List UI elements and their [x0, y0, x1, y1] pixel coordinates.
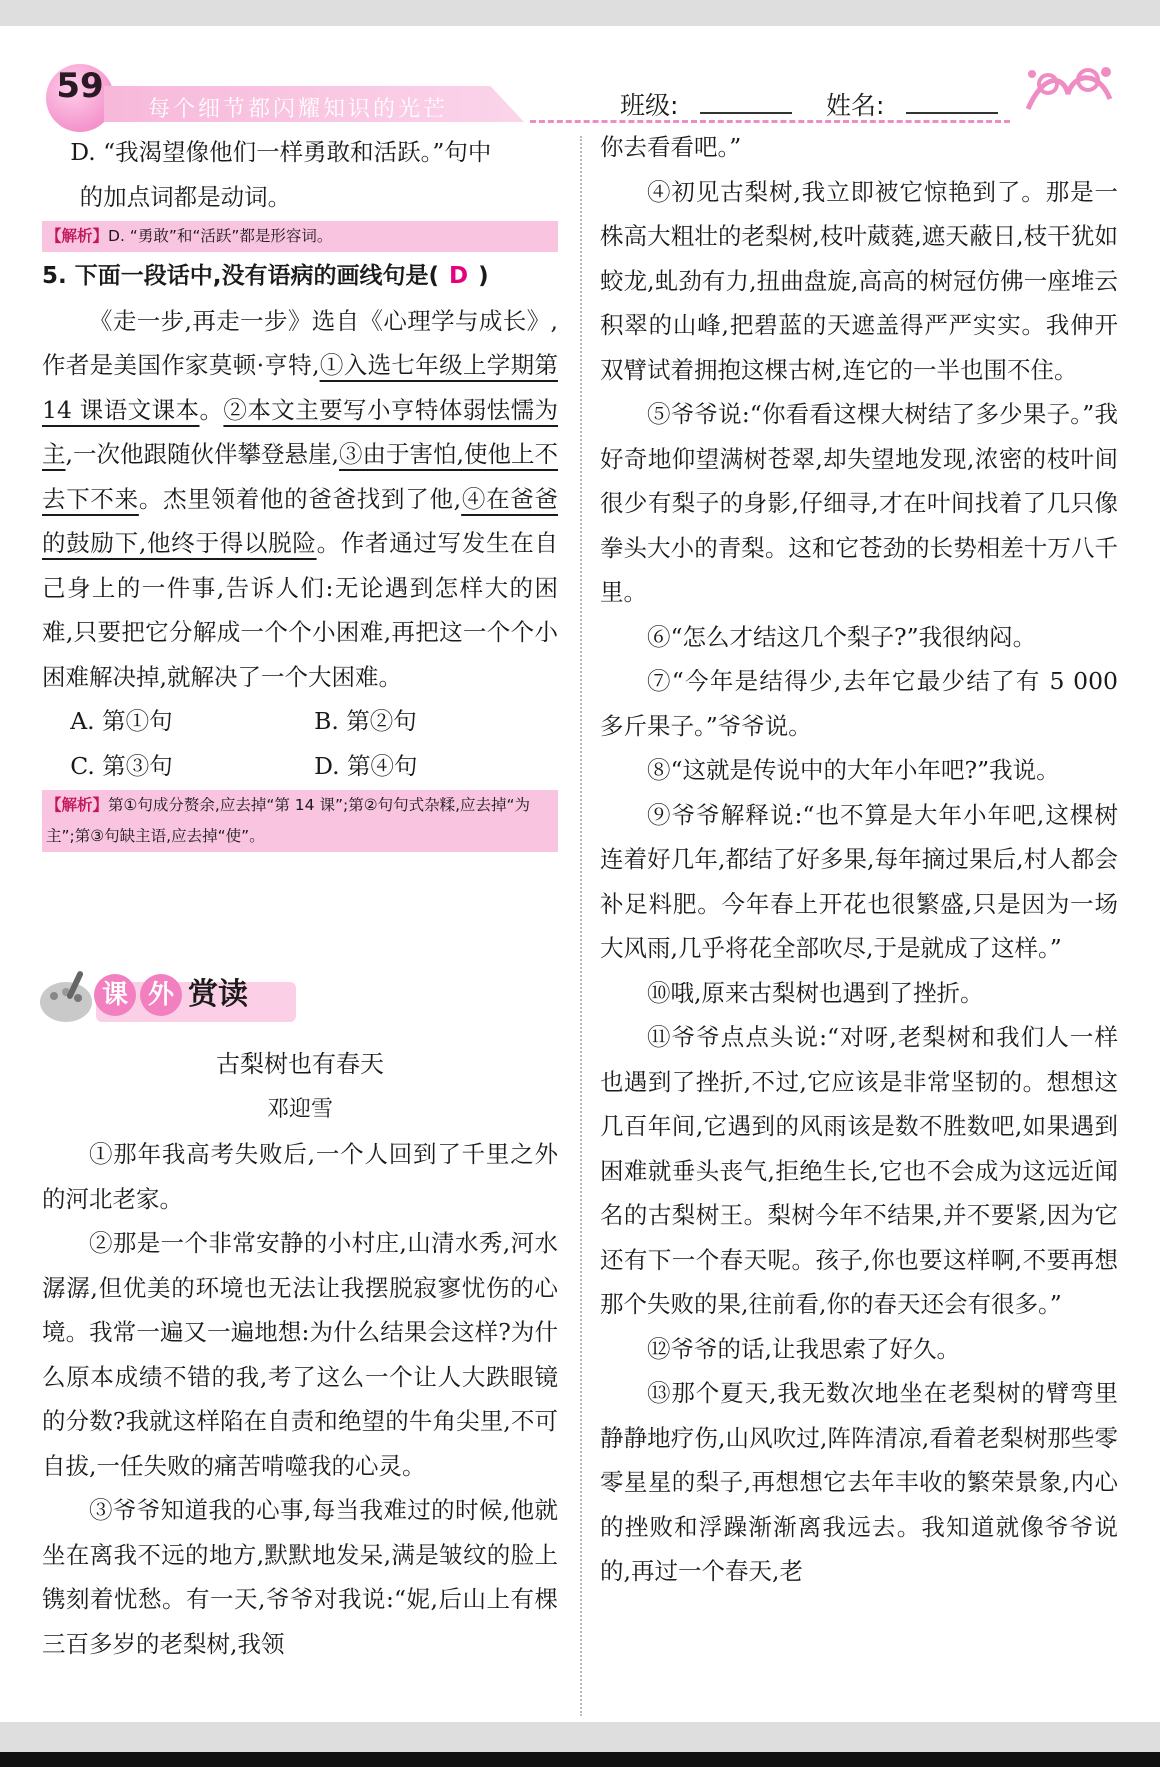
- underlined-sentence-1: ①入选七年级上学期第 14 课语文课本: [42, 351, 558, 424]
- paragraph-10: ⑩哦,原来古梨树也遇到了挫折。: [647, 978, 984, 1007]
- analysis-text: 第①句成分赘余,应去掉“第 14 课”;第②句句式杂糅,应去掉“为主”;第③句缺主语,应去掉“使”。: [46, 796, 531, 845]
- options-row-1: [42, 699, 558, 744]
- analysis-tag: 【解析】: [46, 227, 109, 245]
- option-b[interactable]: B. 第②句: [314, 707, 417, 735]
- passage-text: 。: [199, 395, 224, 424]
- reading-section-header: [36, 960, 296, 1038]
- palette-icon: [36, 968, 96, 1028]
- bottom-bar: [0, 1752, 1160, 1767]
- right-column: [600, 125, 1118, 1594]
- class-field[interactable]: [700, 112, 792, 114]
- class-label: 班级:: [620, 91, 679, 120]
- options-row-2: [42, 744, 558, 789]
- answer-mark: D: [449, 263, 469, 289]
- paragraph-7: ⑦“今年是结得少,去年它最少结了有 5 000 多斤果子。”爷爷说。: [600, 667, 1118, 740]
- option-c[interactable]: C. 第③句: [70, 751, 173, 780]
- left-top-column: [42, 130, 558, 854]
- analysis-box-1: [42, 221, 558, 252]
- page-number: 59: [56, 66, 104, 106]
- floral-ornament-icon: [1018, 54, 1118, 124]
- option-d-line2: 的加点词都是动词。: [79, 182, 292, 211]
- analysis-tag: 【解析】: [46, 796, 109, 814]
- section-title: 赏读: [188, 977, 248, 1012]
- article-title: 古梨树也有春天: [216, 1050, 384, 1078]
- paragraph-8: ⑧“这就是传说中的大年小年吧?”我说。: [647, 756, 1060, 784]
- underlined-sentence-4: ④在爸爸的鼓励下,他终于得以脱险: [42, 484, 559, 557]
- paragraph-9: ⑨爷爷解释说:“也不算是大年小年吧,这棵树连着好几年,都结了好多果,每年摘过果后,村人都会补足料肥。今年春上开花也很繁盛,只是因为一场大风雨,几乎将花全部吹尽,于是就成了这样。”: [600, 800, 1118, 962]
- passage-text: 。作者通过写发生在自己身上的一件事,告诉人们:无论遇到怎样大的困难,只要把它分解成一个个小困难,再把这一个个小困难解决掉,就解决了一个大困难。: [42, 529, 558, 691]
- analysis-box-2: [42, 790, 558, 852]
- paragraph-3: ③爷爷知道我的心事,每当我难过的时候,他就坐在离我不远的地方,默默地发呆,满是皱纹的脸上镌刻着忧愁。有一天,爷爷对我说:“妮,后山上有棵三百多岁的老梨树,我领: [42, 1496, 558, 1658]
- underlined-sentence-3: ③由于害怕,使他上不去下不来: [42, 440, 558, 513]
- paragraph-12: ⑫爷爷的话,让我思索了好久。: [647, 1334, 960, 1363]
- passage-text: 《走一步,再走一步》选自《心理学与成长》,作者是美国作家莫顿·亨特,: [42, 306, 558, 379]
- passage-text: 。杰里领着他的爸爸找到了他,: [138, 484, 462, 513]
- left-bottom-column: [42, 1132, 558, 1666]
- question-5-prompt: 5. 下面一段话中,没有语病的画线句是(: [42, 263, 439, 289]
- section-char-1: 课: [94, 974, 136, 1016]
- column-divider: [580, 136, 582, 1716]
- paragraph-6: ⑥“怎么才结这几个梨子?”我很纳闷。: [647, 622, 1037, 651]
- paragraph-1: ①那年我高考失败后,一个人回到了千里之外的河北老家。: [42, 1140, 558, 1213]
- article-author: 邓迎雪: [266, 1097, 333, 1122]
- slogan-text: 每个细节都闪耀知识的光芒: [148, 97, 449, 122]
- paragraph-5: ⑤爷爷说:“你看看这棵大树结了多少果子。”我好奇地仰望满树苍翠,却失望地发现,浓密的枝叶间很少有梨子的身影,仔细寻,才在叶间找着了几只像拳头大小的青梨。这和它苍劲的长势相差十万八千里。: [600, 400, 1118, 606]
- option-d[interactable]: D. 第④句: [314, 751, 418, 780]
- analysis-text: D. “勇敢”和“活跃”都是形容词。: [108, 227, 333, 245]
- paragraph-3-cont: 你去看看吧。”: [600, 133, 742, 161]
- paragraph-11: ⑪爷爷点点头说:“对呀,老梨树和我们人一样也遇到了挫折,不过,它应该是非常坚韧的。想想这几百年间,它遇到的风雨该是数不胜数吧,如果遇到困难就垂头丧气,拒绝生长,它也不会成为这远近闻名的古梨树王。梨树今年不结果,并不要紧,因为它还有下一个春天呢。孩子,你也要这样啊,不要再想那个失败的果,往前看,你的春天还会有很多。”: [600, 1023, 1118, 1318]
- passage-text: ,一次他跟随伙伴攀登悬崖,: [65, 440, 339, 468]
- header-dashed-line: [530, 120, 1010, 123]
- name-label: 姓名:: [826, 91, 885, 120]
- paragraph-13: ⑬那个夏天,我无数次地坐在老梨树的臂弯里静静地疗伤,山风吹过,阵阵清凉,看着老梨树那些零零星星的梨子,再想想它去年丰收的繁荣景象,内心的挫败和浮躁渐渐离我远去。我知道就像爷爷说的,再过一个春天,老: [600, 1379, 1118, 1585]
- option-a[interactable]: A. 第①句: [70, 707, 173, 735]
- question-5-passage: [42, 299, 558, 700]
- option-d-line1: D. “我渴望像他们一样勇敢和活跃。”句中: [70, 138, 492, 166]
- paragraph-2: ②那是一个非常安静的小村庄,山清水秀,河水潺潺,但优美的环境也无法让我摆脱寂寥忧伤的心境。我常一遍又一遍地想:为什么结果会这样?为什么原本成绩不错的我,考了这么一个让人大跌眼镜的分数?我就这样陷在自责和绝望的牛角尖里,不可自拔,一任失败的痛苦啃噬我的心灵。: [42, 1229, 558, 1480]
- paragraph-4: ④初见古梨树,我立即被它惊艳到了。那是一株高大粗壮的老梨树,枝叶葳蕤,遮天蔽日,枝干犹如蛟龙,虬劲有力,扭曲盘旋,高高的树冠仿佛一座堆云积翠的山峰,把碧蓝的天遮盖得严严实实。我伸开双臂试着拥抱这棵古树,连它的一半也围不住。: [600, 177, 1118, 384]
- name-field[interactable]: [906, 112, 998, 114]
- section-char-2: 外: [140, 974, 182, 1016]
- underlined-sentence-2: ②本文主要写小亨特体弱怯懦为主: [42, 395, 559, 468]
- question-5-close: ): [478, 263, 489, 289]
- question-5-title: [42, 254, 558, 299]
